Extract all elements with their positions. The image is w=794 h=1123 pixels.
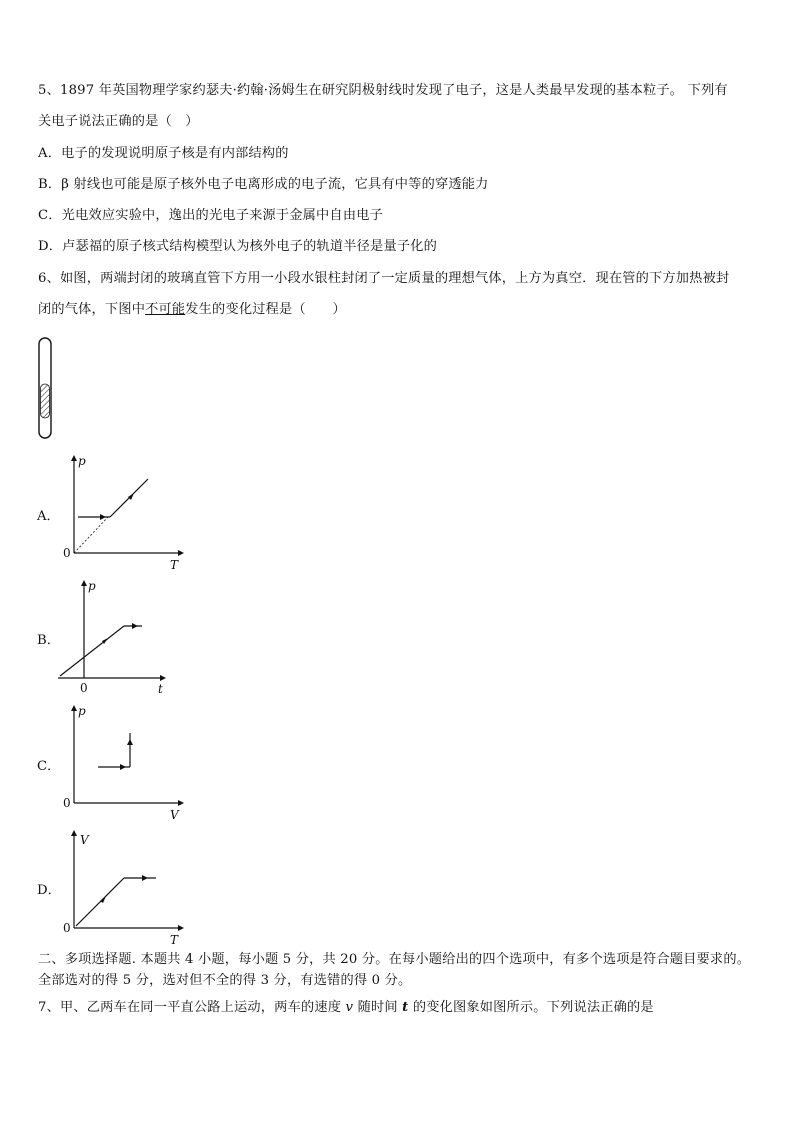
q5-option-a: A．电子的发现说明原子核是有内部结构的 — [38, 146, 289, 161]
q5-stem-line2: 关电子说法正确的是（ ） — [38, 114, 199, 129]
q6-stem-line1: 6、如图，两端封闭的玻璃直管下方用一小段水银柱封闭了一定质量的理想气体，上方为真空．现在管的下方加热被封 — [38, 271, 730, 286]
q5-option-b: B．β 射线也可能是原子核外电子电离形成的电子流，它具有中等的穿透能力 — [38, 177, 489, 192]
graph-b-x-label: t — [158, 682, 163, 696]
q6-stem-line2: 闭的气体，下图中不可能发生的变化过程是（ ） — [38, 302, 346, 317]
mercury-column — [41, 384, 50, 418]
graph-a-origin: 0 — [63, 546, 71, 560]
q5-option-d: D．卢瑟福的原子核式结构模型认为核外电子的轨道半径是量子化的 — [38, 239, 438, 254]
graph-a-x-label: T — [170, 558, 179, 572]
graph-b-y-label: p — [88, 579, 96, 593]
section2-instructions-line1: 二、多项选择题. 本题共 4 小题，每小题 5 分，共 20 分。在每小题给出的四个选项中，有多个选项是符合题目要求的。 — [38, 952, 751, 967]
graph-b — [58, 578, 178, 696]
q6-option-c-label: C． — [37, 759, 61, 774]
q5-option-c: C．光电效应实验中，逸出的光电子来源于金属中自由电子 — [38, 208, 383, 223]
graph-d-y-label: V — [80, 833, 89, 847]
q6-option-b-label: B． — [37, 633, 60, 648]
graph-c-y-label: p — [78, 704, 86, 718]
graph-b-origin: 0 — [80, 681, 88, 695]
graph-c — [60, 703, 190, 821]
q6-emphasis: 不可能 — [145, 302, 186, 317]
q6-option-a-label: A． — [37, 509, 60, 524]
graph-c-x-label: V — [170, 808, 179, 822]
q5-stem-line1: 5、1897 年英国物理学家约瑟夫·约翰·汤姆生在研究阴极射线时发现了电子，这是人类最早发现的基本粒子。 下列有 — [38, 83, 728, 98]
graph-d-origin: 0 — [63, 921, 71, 935]
graph-a — [60, 453, 190, 573]
graph-a-y-label: p — [78, 454, 86, 468]
glass-tube-figure — [34, 336, 58, 442]
graph-d-x-label: T — [170, 933, 179, 947]
graph-c-origin: 0 — [63, 796, 71, 810]
q7-stem: 7、甲、乙两车在同一平直公路上运动，两车的速度 v 随时间 t 的变化图象如图所示。下列说法正确的是 — [38, 1000, 654, 1015]
section2-instructions-line2: 全部选对的得 5 分，选对但不全的得 3 分，有选错的得 0 分。 — [38, 973, 412, 988]
graph-d — [60, 828, 190, 950]
q6-option-d-label: D． — [37, 883, 61, 898]
